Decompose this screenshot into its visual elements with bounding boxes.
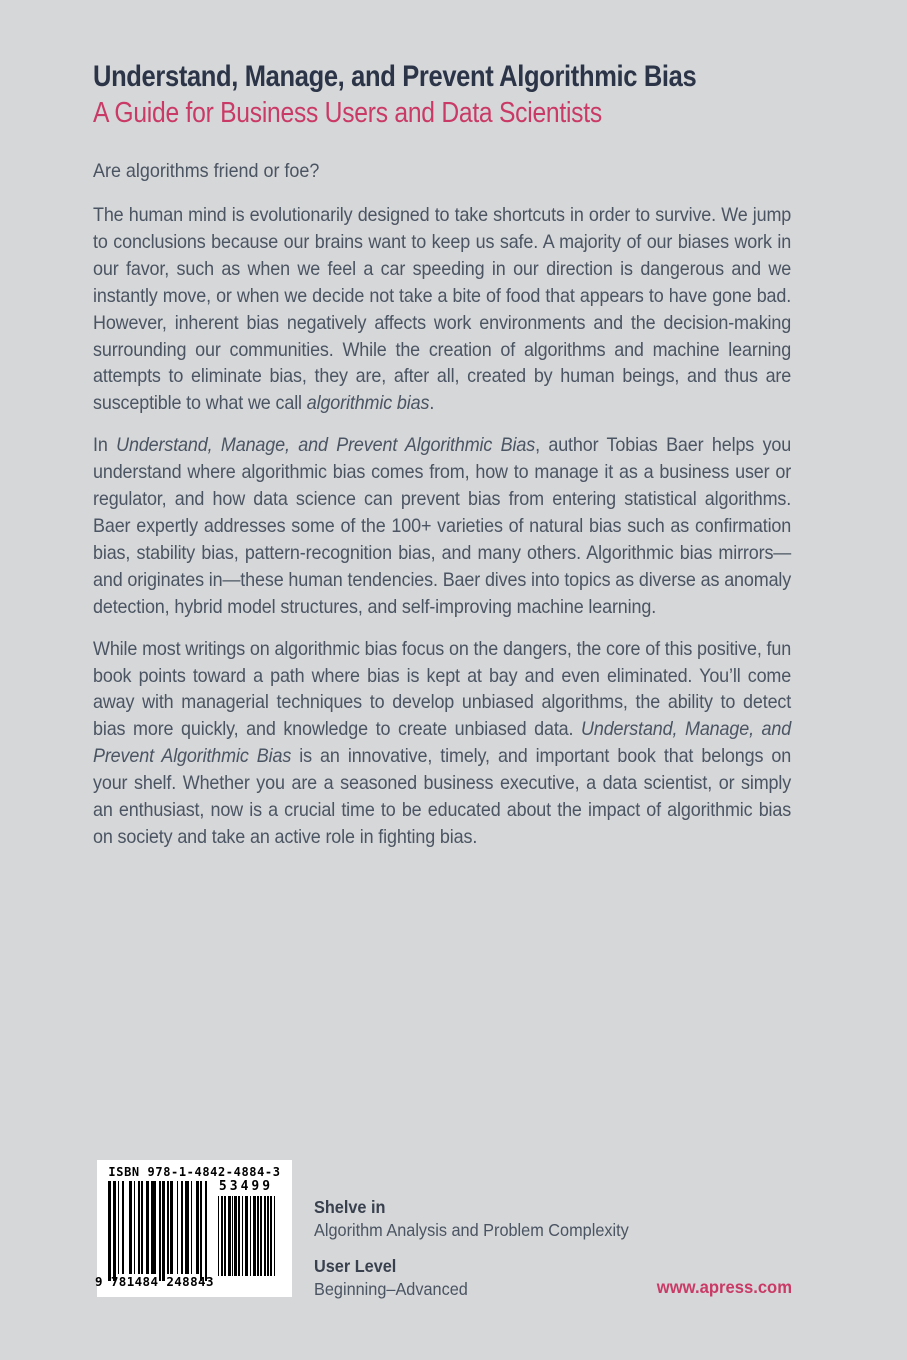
user-level-label: User Level: [314, 1256, 397, 1276]
shelve-in-block: [314, 1196, 629, 1242]
ean-barcode: [108, 1181, 210, 1281]
barcode-digits: 9 781484 248843: [95, 1274, 214, 1289]
description-paragraph-2: In Understand, Manage, and Prevent Algorithmic Bias, author Tobias Baer helps you understand where algorithmic bias comes from, how to manage it as a business user or regulator, and how data science can prevent bias from entering statistical algorithms. Baer expertly addresses some of the 100+ varieties of natural bias such as confirmation bias, stability bias, pattern-recognition bias, and many others. Algorithmic bias mirrors—and originates in—these human tendencies. Baer dives into topics as diverse as anomaly detection, hybrid model structures, and self-improving machine learning.: [93, 434, 792, 618]
description: [93, 202, 791, 866]
book-subtitle: A Guide for Business Users and Data Scientists: [93, 97, 602, 129]
shelve-in-value: Algorithm Analysis and Problem Complexity: [314, 1220, 629, 1240]
description-paragraph-3: While most writings on algorithmic bias focus on the dangers, the core of this positive, fun book points toward a path where bias is kept at bay and even eliminated. You’ll come away with managerial techniques to develop unbiased algorithms, the ability to detect bias more quickly, and knowledge to create unbiased data. Understand, Manage, and Prevent Algorithmic Bias is an innovative, timely, and important book that belongs on your shelf. Whether you are a seasoned business executive, a data scientist, or simply an enthusiast, now is a crucial time to be educated about the impact of algorithmic bias on society and take an active role in fighting bias.: [93, 637, 792, 848]
shelving-info: [314, 1196, 629, 1314]
barcode-price-code: 53499: [218, 1179, 274, 1194]
publisher-url: www.apress.com: [656, 1277, 792, 1297]
isbn-text: ISBN 978-1-4842-4884-3: [108, 1165, 281, 1179]
user-level-block: [314, 1255, 629, 1301]
description-paragraph-1: The human mind is evolutionarily designed to take shortcuts in order to survive. We jump to conclusions because our brains want to keep us safe. A majority of our biases work in our favor, such as when we feel a car speeding in our direction is dangerous and we instantly move, or when we decide not take a bite of food that appears to have gone bad. However, inherent bias negatively affects work environments and the decision-making surrounding our communities. While the creation of algorithms and machine learning attempts to eliminate bias, they are, after all, created by human beings, and thus are susceptible to what we call algorithmic bias.: [93, 204, 792, 415]
user-level-value: Beginning–Advanced: [314, 1279, 468, 1299]
tagline: Are algorithms friend or foe?: [93, 160, 320, 182]
book-title: Understand, Manage, and Prevent Algorithmic Bias: [93, 60, 697, 93]
supplement-barcode: [218, 1196, 275, 1276]
barcode-block: [97, 1160, 292, 1297]
shelve-in-label: Shelve in: [314, 1197, 386, 1217]
